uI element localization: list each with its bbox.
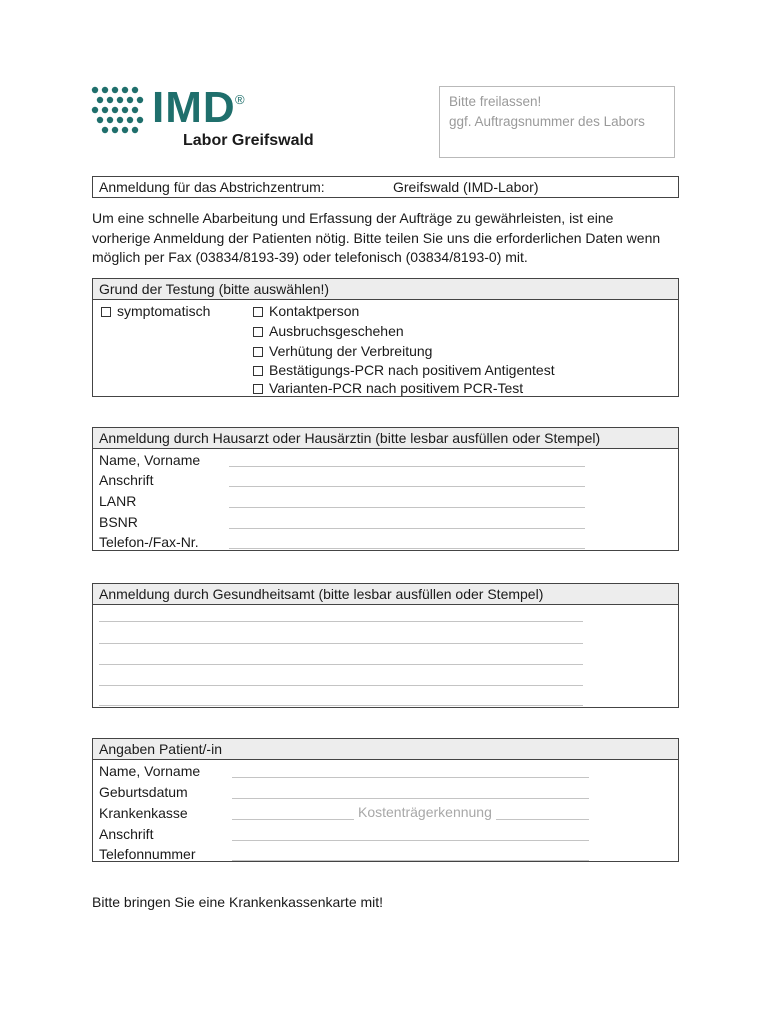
checkbox-symptomatic[interactable] xyxy=(101,302,210,320)
intro-line3: möglich per Fax (03834/8193-39) oder telefonisch (03834/8193-0) mit. xyxy=(92,249,528,265)
patient-field-label: Geburtsdatum xyxy=(99,784,188,800)
patient-section xyxy=(92,738,679,862)
checkbox-label: Bestätigungs-PCR nach positivem Antigentest xyxy=(269,362,555,378)
checkbox-icon xyxy=(253,327,263,337)
checkbox-icon xyxy=(253,384,263,394)
logo-subtitle: Labor Greifswald xyxy=(183,132,314,149)
doctor-address-line[interactable] xyxy=(229,486,585,487)
doctor-field-label: Telefon-/Fax-Nr. xyxy=(99,534,199,550)
health-office-line[interactable] xyxy=(99,664,583,665)
checkbox-confirmation-pcr[interactable] xyxy=(253,361,555,379)
doctor-name-line[interactable] xyxy=(229,466,585,467)
doctor-phone-line[interactable] xyxy=(229,548,585,549)
doctor-field-label: Anschrift xyxy=(99,472,154,488)
intro-line2: vorherige Anmeldung der Patienten nötig. Bitte teilen Sie uns die erforderlichen Daten wenn xyxy=(92,229,661,246)
checkbox-label: Ausbruchsgeschehen xyxy=(269,323,404,339)
footer-note: Bitte bringen Sie eine Krankenkassenkarte mit! xyxy=(92,894,384,910)
patient-field-label: Krankenkasse xyxy=(99,805,188,821)
checkbox-icon xyxy=(253,366,263,376)
health-office-line[interactable] xyxy=(99,643,583,644)
doctor-section xyxy=(92,427,679,551)
imd-logo-mark xyxy=(91,86,147,136)
health-office-line[interactable] xyxy=(99,705,583,706)
intro-text xyxy=(92,209,682,268)
logo-registered-mark: ® xyxy=(235,92,245,107)
health-office-section xyxy=(92,583,679,708)
health-office-line[interactable] xyxy=(99,685,583,686)
insurer-id-line[interactable] xyxy=(496,819,589,820)
doctor-field-label: LANR xyxy=(99,493,137,509)
checkbox-label: Kontaktperson xyxy=(269,303,360,319)
patient-phone-line[interactable] xyxy=(232,860,589,861)
checkbox-icon xyxy=(253,307,263,317)
patient-address-line[interactable] xyxy=(232,840,589,841)
doctor-header: Anmeldung durch Hausarzt oder Hausärztin (bitte lesbar ausfüllen oder Stempel) xyxy=(93,428,678,449)
patient-field-label: Name, Vorname xyxy=(99,763,201,779)
checkbox-icon xyxy=(101,307,111,317)
lab-box-line1: Bitte freilassen! xyxy=(449,94,542,109)
checkbox-variant-pcr[interactable] xyxy=(253,379,523,397)
checkbox-label: symptomatisch xyxy=(117,303,211,319)
patient-field-label: Anschrift xyxy=(99,826,154,842)
checkbox-label: Varianten-PCR nach positivem PCR-Test xyxy=(269,380,524,396)
reason-header: Grund der Testung (bitte auswählen!) xyxy=(93,279,678,300)
checkbox-icon xyxy=(253,347,263,357)
doctor-lanr-line[interactable] xyxy=(229,507,585,508)
patient-name-line[interactable] xyxy=(232,777,589,778)
insurer-id-label: Kostenträgerkennung xyxy=(358,804,492,820)
logo-brand: IMD xyxy=(152,83,236,132)
doctor-field-label: Name, Vorname xyxy=(99,452,201,468)
patient-birthdate-line[interactable] xyxy=(232,798,589,799)
health-office-line[interactable] xyxy=(99,621,583,622)
doctor-field-label: BSNR xyxy=(99,514,138,530)
patient-header: Angaben Patient/-in xyxy=(93,739,678,760)
checkbox-contact[interactable] xyxy=(253,302,359,320)
lab-box-line2: ggf. Auftragsnummer des Labors xyxy=(449,114,645,129)
patient-field-label: Telefonnummer xyxy=(99,846,196,862)
checkbox-label: Verhütung der Verbreitung xyxy=(269,343,433,359)
health-office-header: Anmeldung durch Gesundheitsamt (bitte lesbar ausfüllen oder Stempel) xyxy=(93,584,678,605)
test-center-box xyxy=(92,176,679,198)
lab-use-box[interactable] xyxy=(439,86,675,158)
checkbox-outbreak[interactable] xyxy=(253,322,404,340)
test-center-value: Greifswald (IMD-Labor) xyxy=(393,179,539,195)
intro-line1: Um eine schnelle Abarbeitung und Erfassung der Aufträge zu gewährleisten, ist eine xyxy=(92,210,614,226)
test-center-label: Anmeldung für das Abstrichzentrum: xyxy=(99,179,325,195)
patient-insurer-line[interactable] xyxy=(232,819,354,820)
checkbox-prevention[interactable] xyxy=(253,342,432,360)
doctor-bsnr-line[interactable] xyxy=(229,528,585,529)
reason-section xyxy=(92,278,679,397)
